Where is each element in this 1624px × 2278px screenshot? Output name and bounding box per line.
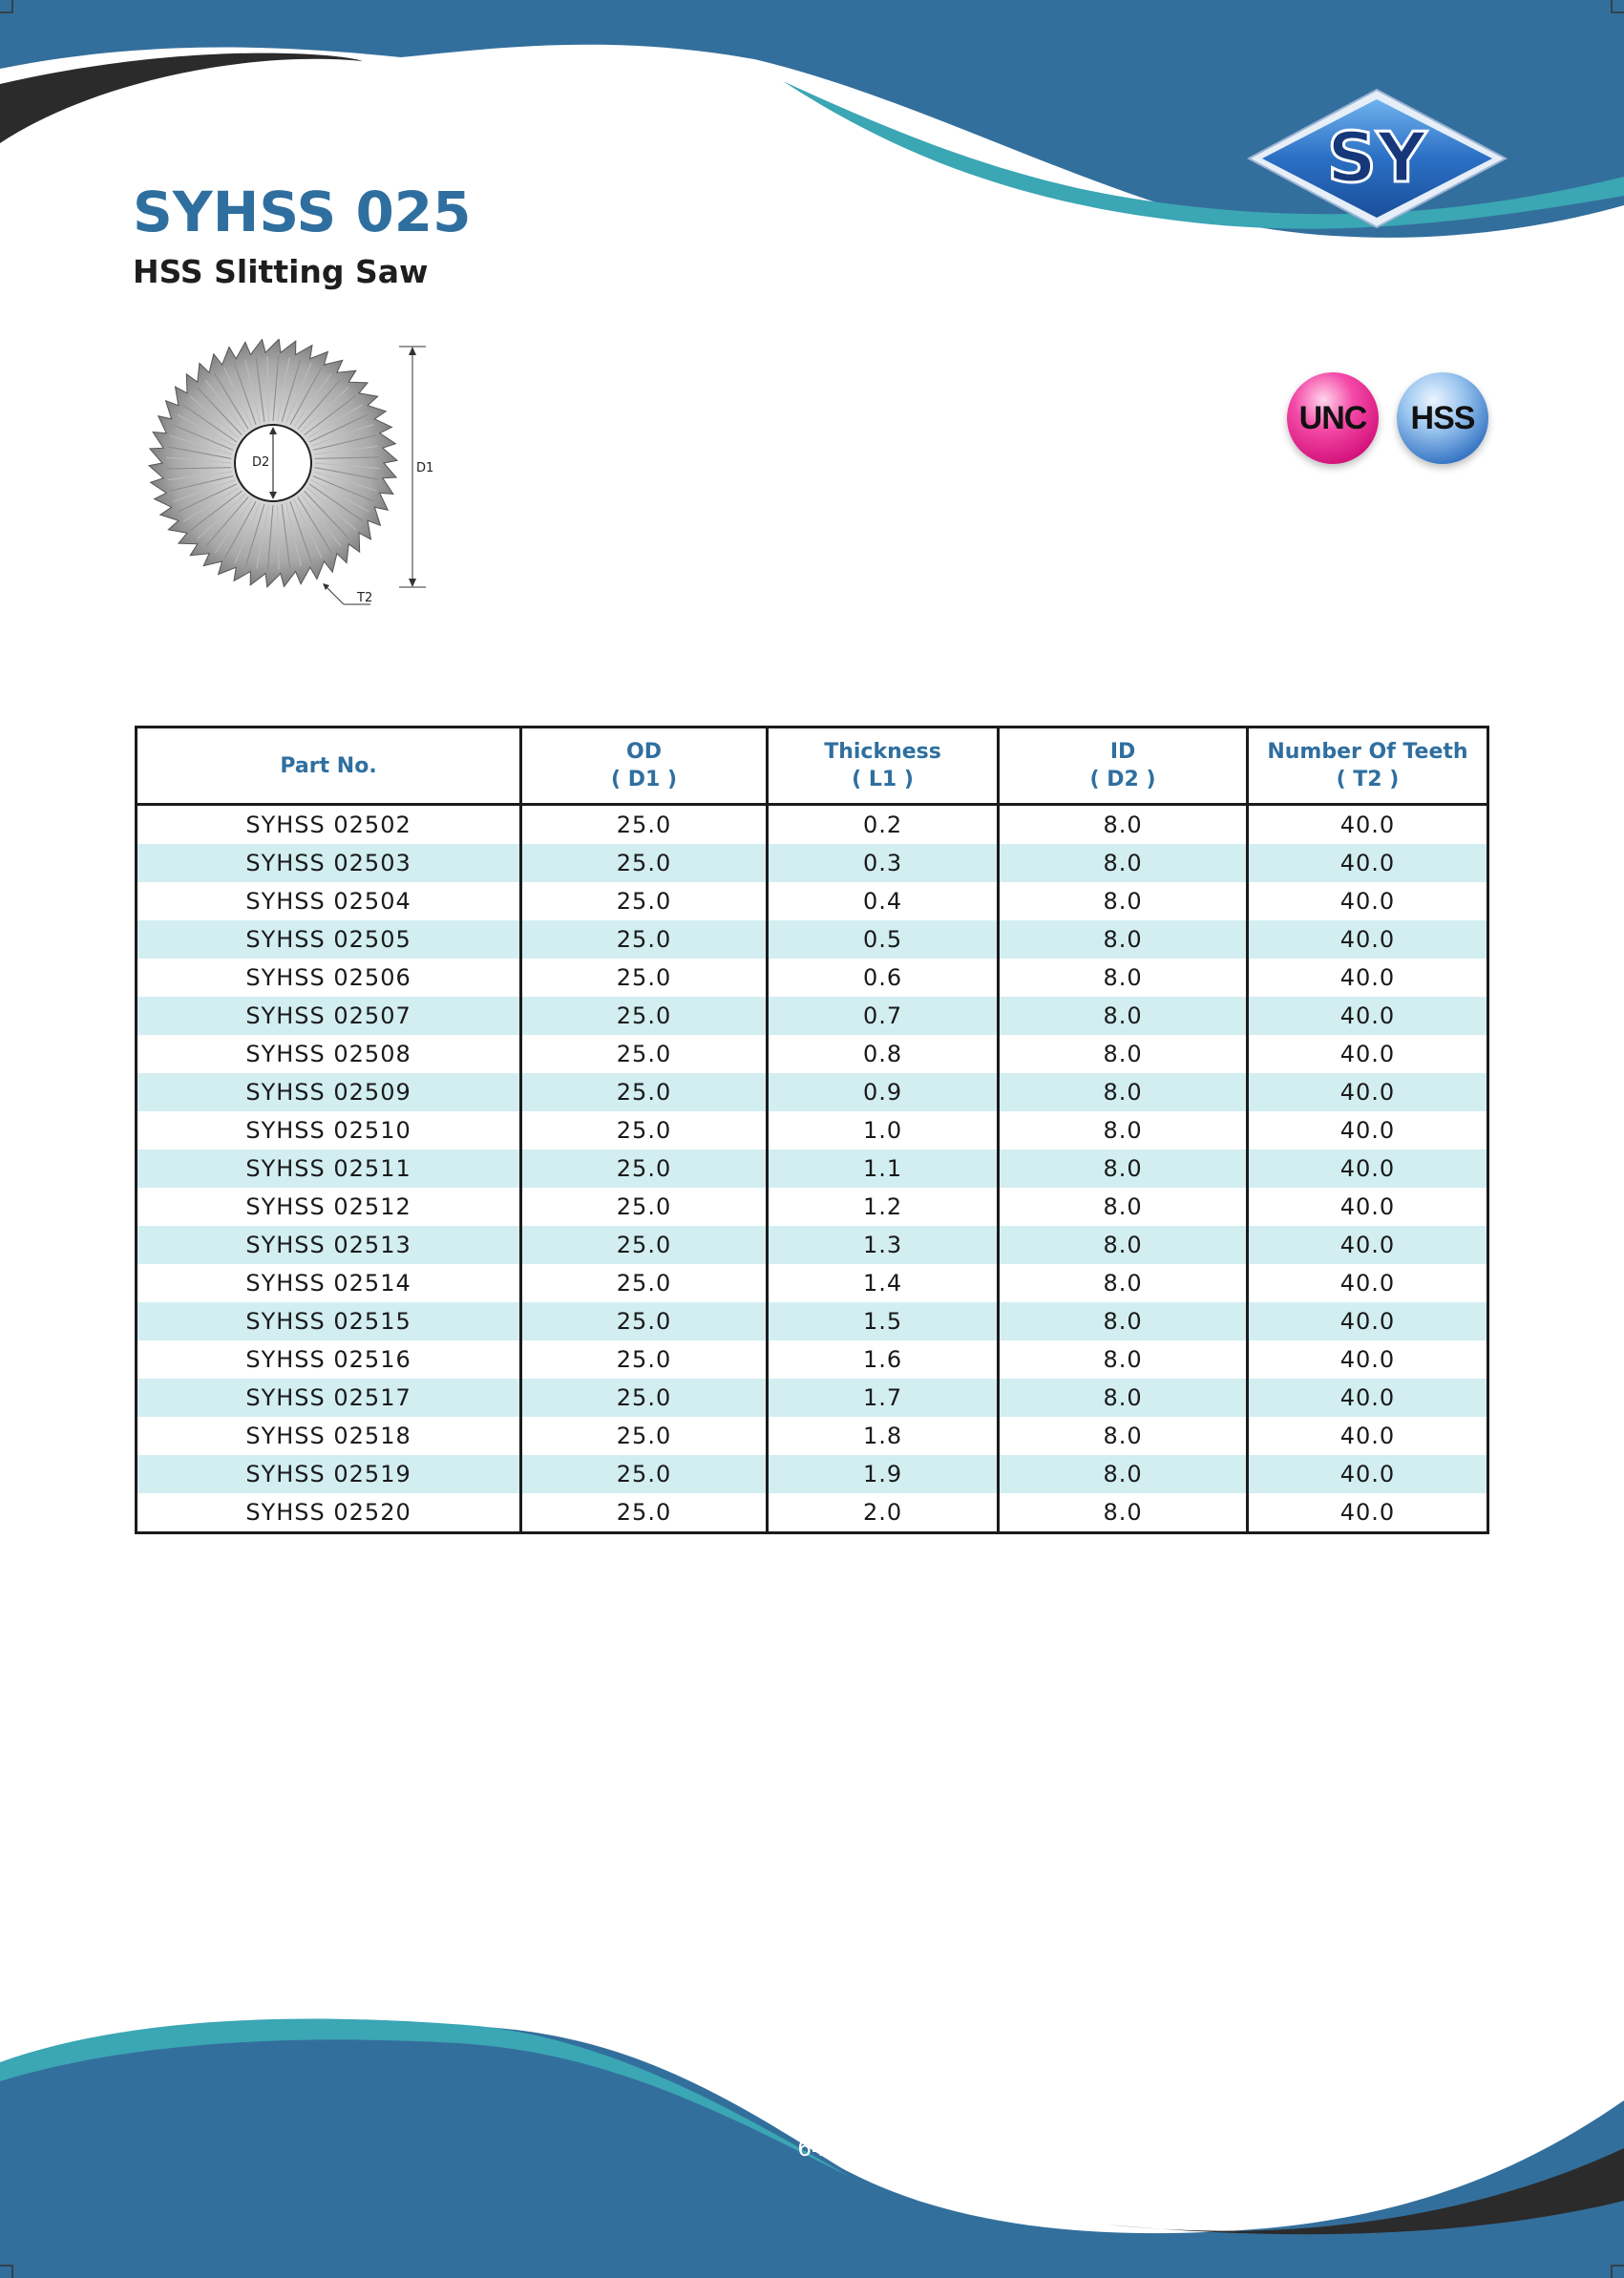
cell-teeth: 40.0 (1247, 959, 1487, 997)
cell-teeth: 40.0 (1247, 1455, 1487, 1493)
table-row (137, 1073, 1488, 1111)
cell-thickness: 1.9 (767, 1455, 998, 1493)
cell-teeth: 40.0 (1247, 1035, 1487, 1073)
table-row (137, 1188, 1488, 1226)
crop-mark-icon (0, 0, 13, 13)
table-row (137, 997, 1488, 1035)
svg-text:SY: SY (1327, 117, 1426, 198)
spec-table (135, 726, 1489, 1534)
cell-id: 8.0 (999, 1302, 1248, 1340)
cell-teeth: 40.0 (1247, 920, 1487, 959)
table-row (137, 1340, 1488, 1379)
cell-part-no: SYHSS 02520 (137, 1493, 521, 1533)
cell-thickness: 1.0 (767, 1111, 998, 1150)
d1-label: D1 (416, 461, 434, 475)
hss-badge-icon: HSS (1397, 372, 1488, 464)
table-row (137, 1455, 1488, 1493)
cell-thickness: 0.8 (767, 1035, 998, 1073)
cell-od: 25.0 (521, 1455, 768, 1493)
cell-part-no: SYHSS 02505 (137, 920, 521, 959)
cell-part-no: SYHSS 02504 (137, 882, 521, 920)
cell-id: 8.0 (999, 882, 1248, 920)
cell-id: 8.0 (999, 1226, 1248, 1264)
cell-od: 25.0 (521, 805, 768, 845)
cell-thickness: 0.7 (767, 997, 998, 1035)
table-row (137, 920, 1488, 959)
cell-teeth: 40.0 (1247, 1073, 1487, 1111)
table-row (137, 1226, 1488, 1264)
cell-od: 25.0 (521, 1493, 768, 1533)
cell-id: 8.0 (999, 920, 1248, 959)
table-row (137, 844, 1488, 882)
cell-teeth: 40.0 (1247, 844, 1487, 882)
cell-od: 25.0 (521, 1379, 768, 1417)
cell-part-no: SYHSS 02515 (137, 1302, 521, 1340)
table-body (137, 805, 1488, 1533)
cell-id: 8.0 (999, 844, 1248, 882)
cell-part-no: SYHSS 02519 (137, 1455, 521, 1493)
cell-id: 8.0 (999, 1150, 1248, 1188)
cell-id: 8.0 (999, 1035, 1248, 1073)
cell-part-no: SYHSS 02509 (137, 1073, 521, 1111)
cell-teeth: 40.0 (1247, 1417, 1487, 1455)
cell-part-no: SYHSS 02513 (137, 1226, 521, 1264)
cell-id: 8.0 (999, 1455, 1248, 1493)
cell-thickness: 1.4 (767, 1264, 998, 1302)
cell-thickness: 1.7 (767, 1379, 998, 1417)
sy-logo (1246, 88, 1508, 229)
table-row (137, 1111, 1488, 1150)
cell-teeth: 40.0 (1247, 1302, 1487, 1340)
cell-id: 8.0 (999, 805, 1248, 845)
table-header-row (137, 728, 1488, 805)
header-part-no: Part No. (137, 728, 521, 805)
cell-part-no: SYHSS 02503 (137, 844, 521, 882)
cell-od: 25.0 (521, 959, 768, 997)
cell-thickness: 1.6 (767, 1340, 998, 1379)
cell-teeth: 40.0 (1247, 882, 1487, 920)
cell-part-no: SYHSS 02517 (137, 1379, 521, 1417)
page-subtitle: HSS Slitting Saw (133, 253, 429, 290)
page-number: 64 (797, 2137, 826, 2162)
table-row (137, 959, 1488, 997)
cell-teeth: 40.0 (1247, 1188, 1487, 1226)
cell-part-no: SYHSS 02518 (137, 1417, 521, 1455)
cell-od: 25.0 (521, 1150, 768, 1188)
d2-label: D2 (252, 455, 270, 470)
cell-thickness: 1.1 (767, 1150, 998, 1188)
table-row (137, 1150, 1488, 1188)
cell-part-no: SYHSS 02511 (137, 1150, 521, 1188)
spec-table-container (135, 726, 1489, 1534)
t2-label: T2 (357, 591, 373, 605)
cell-id: 8.0 (999, 1493, 1248, 1533)
cell-thickness: 0.5 (767, 920, 998, 959)
cell-teeth: 40.0 (1247, 1150, 1487, 1188)
cell-teeth: 40.0 (1247, 1264, 1487, 1302)
cell-teeth: 40.0 (1247, 1226, 1487, 1264)
cell-teeth: 40.0 (1247, 1111, 1487, 1150)
crop-mark-icon (1611, 2265, 1624, 2278)
cell-part-no: SYHSS 02512 (137, 1188, 521, 1226)
cell-teeth: 40.0 (1247, 805, 1487, 845)
cell-thickness: 1.8 (767, 1417, 998, 1455)
header-thickness: Thickness ( L1 ) (767, 728, 998, 805)
cell-thickness: 2.0 (767, 1493, 998, 1533)
cell-od: 25.0 (521, 1188, 768, 1226)
cell-id: 8.0 (999, 1188, 1248, 1226)
cell-part-no: SYHSS 02506 (137, 959, 521, 997)
cell-od: 25.0 (521, 882, 768, 920)
cell-id: 8.0 (999, 997, 1248, 1035)
cell-part-no: SYHSS 02514 (137, 1264, 521, 1302)
cell-part-no: SYHSS 02502 (137, 805, 521, 845)
cell-thickness: 1.5 (767, 1302, 998, 1340)
table-row (137, 1264, 1488, 1302)
cell-thickness: 1.2 (767, 1188, 998, 1226)
cell-teeth: 40.0 (1247, 997, 1487, 1035)
cell-id: 8.0 (999, 1264, 1248, 1302)
table-row (137, 882, 1488, 920)
cell-od: 25.0 (521, 1417, 768, 1455)
cell-id: 8.0 (999, 1073, 1248, 1111)
header-id: ID ( D2 ) (999, 728, 1248, 805)
cell-od: 25.0 (521, 997, 768, 1035)
cell-thickness: 0.9 (767, 1073, 998, 1111)
cell-od: 25.0 (521, 844, 768, 882)
cell-id: 8.0 (999, 1417, 1248, 1455)
table-row (137, 1379, 1488, 1417)
unc-badge-icon: UNC (1287, 372, 1379, 464)
header-od: OD ( D1 ) (521, 728, 768, 805)
cell-teeth: 40.0 (1247, 1493, 1487, 1533)
cell-part-no: SYHSS 02516 (137, 1340, 521, 1379)
cell-part-no: SYHSS 02510 (137, 1111, 521, 1150)
cell-od: 25.0 (521, 1073, 768, 1111)
cell-od: 25.0 (521, 920, 768, 959)
cell-id: 8.0 (999, 1111, 1248, 1150)
table-row (137, 1302, 1488, 1340)
cell-od: 25.0 (521, 1111, 768, 1150)
table-row (137, 1493, 1488, 1533)
cell-od: 25.0 (521, 1340, 768, 1379)
page-title: SYHSS 025 (133, 179, 472, 244)
table-row (137, 1417, 1488, 1455)
cell-thickness: 0.2 (767, 805, 998, 845)
cell-id: 8.0 (999, 1379, 1248, 1417)
crop-mark-icon (0, 2265, 13, 2278)
cell-od: 25.0 (521, 1226, 768, 1264)
cell-thickness: 0.6 (767, 959, 998, 997)
cell-thickness: 0.3 (767, 844, 998, 882)
slitting-saw-diagram (141, 339, 447, 616)
table-row (137, 805, 1488, 845)
cell-teeth: 40.0 (1247, 1379, 1487, 1417)
crop-mark-icon (1611, 0, 1624, 13)
table-row (137, 1035, 1488, 1073)
cell-id: 8.0 (999, 1340, 1248, 1379)
cell-part-no: SYHSS 02507 (137, 997, 521, 1035)
header-number-of-teeth: Number Of Teeth ( T2 ) (1247, 728, 1487, 805)
cell-part-no: SYHSS 02508 (137, 1035, 521, 1073)
cell-thickness: 0.4 (767, 882, 998, 920)
cell-od: 25.0 (521, 1035, 768, 1073)
cell-od: 25.0 (521, 1302, 768, 1340)
cell-id: 8.0 (999, 959, 1248, 997)
cell-teeth: 40.0 (1247, 1340, 1487, 1379)
cell-thickness: 1.3 (767, 1226, 998, 1264)
cell-od: 25.0 (521, 1264, 768, 1302)
